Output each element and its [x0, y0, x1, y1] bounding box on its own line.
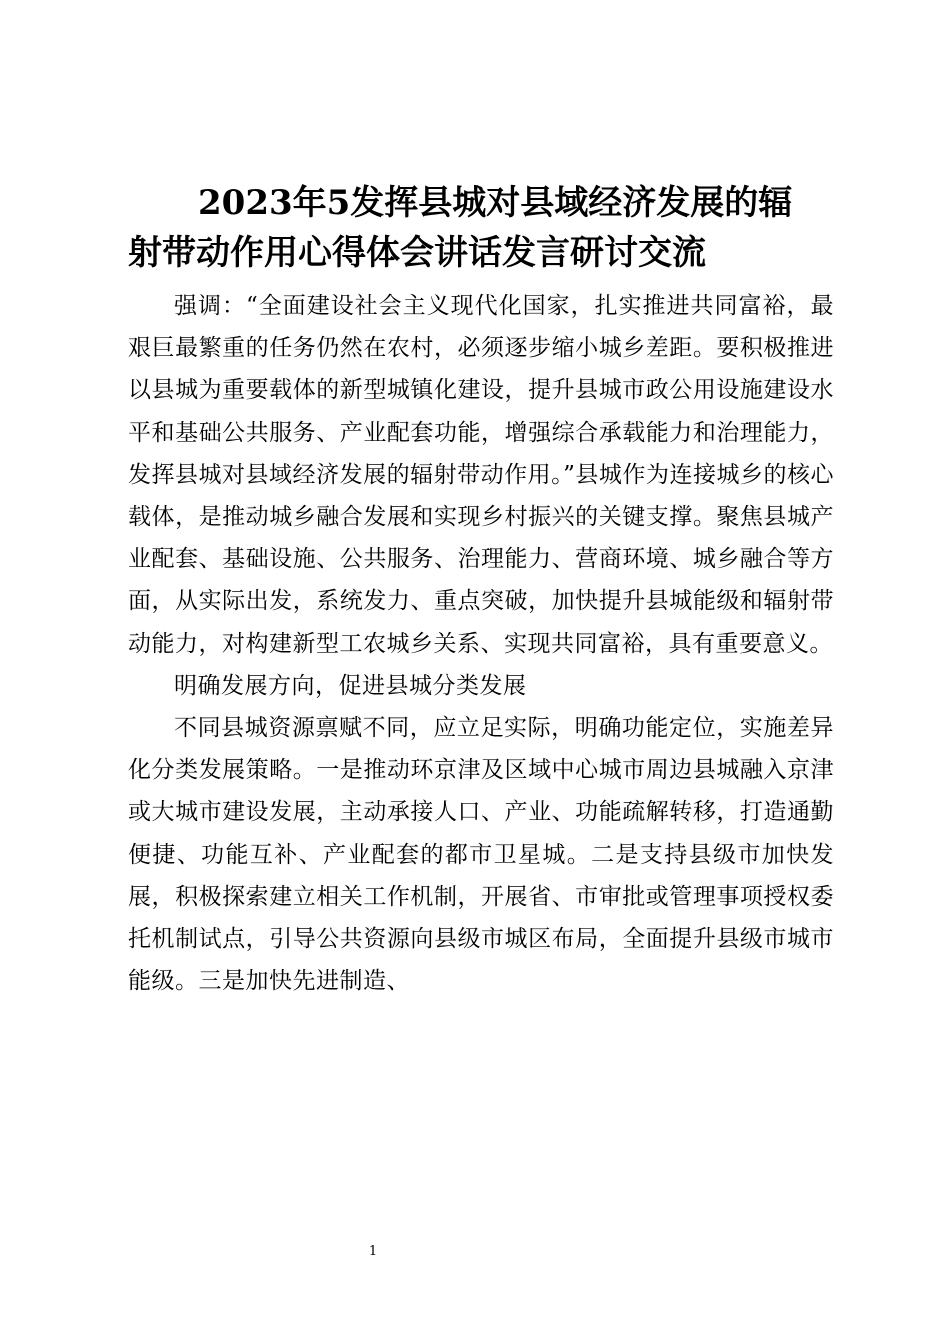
- section-heading: 明确发展方向，促进县城分类发展: [174, 672, 527, 699]
- paragraph-intro: 强调：“全面建设社会主义现代化国家，扎实推进共同富裕，最艰巨最繁重的任务仍然在农村，必须逐步缩小城乡差距。要积极推进以县城为重要载体的新型城镇化建设，提升县城市政公用设施建设水平和基础公共服务、产业配套功能，增强综合承载能力和治理能力，发挥县城对县域经济发展的辐射带动作用。”县城作为连接城乡的核心载体，是推动城乡融合发展和实现乡村振兴的关键支撑。聚焦县城产业配套、基础设施、公共服务、治理能力、营商环境、城乡融合等方面，从实际出发，系统发力、重点突破，加快提升县城能级和辐射带动能力，对构建新型工农城乡关系、实现共同富裕，具有重要意义。: [128, 293, 834, 657]
- document-title: [128, 178, 834, 278]
- title-line-2: 射带动作用心得体会讲话发言研讨交流: [128, 233, 706, 273]
- document-body: [128, 285, 834, 1002]
- title-line-1: 2023年5发挥县城对县域经济发展的辐: [198, 183, 793, 223]
- paragraph-section-body: 不同县城资源禀赋不同，应立足实际，明确功能定位，实施差异化分类发展策略。一是推动环京津及区域中心城市周边县城融入京津或大城市建设发展，主动承接人口、产业、功能疏解转移，打造通勤便捷、功能互补、产业配套的都市卫星城。二是支持县级市加快发展，积极探索建立相关工作机制，开展省、市审批或管理事项授权委托机制试点，引导公共资源向县级市城区布局，全面提升县级市城市能级。三是加快先进制造、: [128, 715, 834, 995]
- page-number: 1: [368, 1244, 378, 1259]
